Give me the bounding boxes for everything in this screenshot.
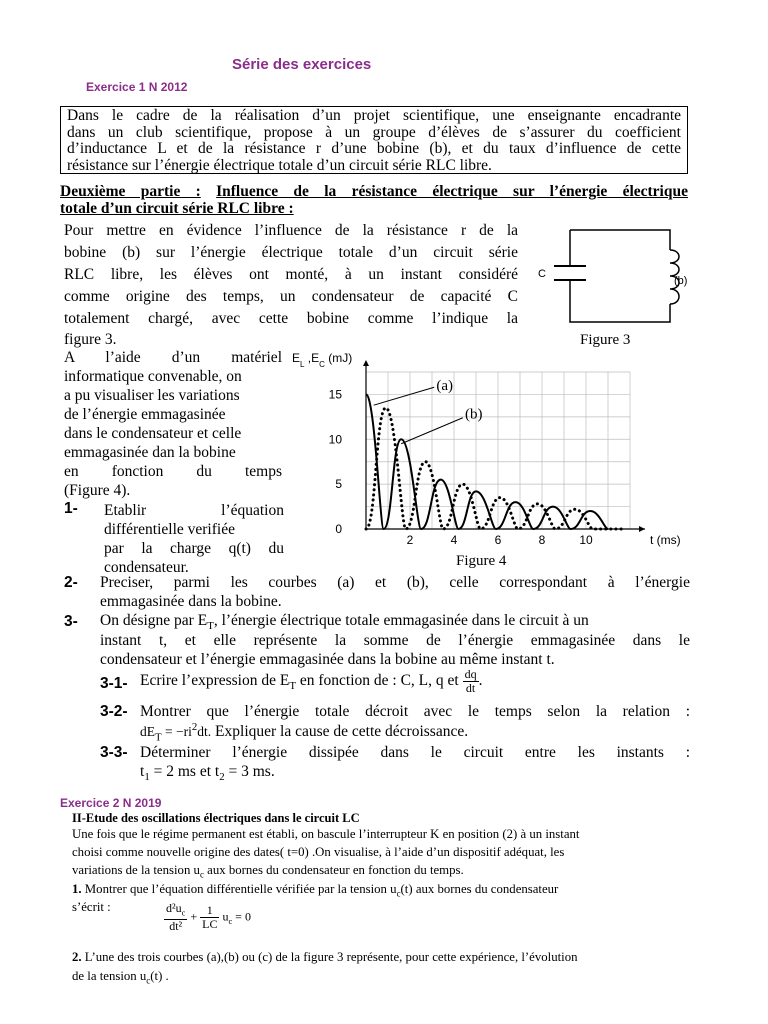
y-axis-label-part: C	[319, 359, 325, 369]
question-3-1-line	[140, 668, 482, 695]
question-3-3-line-2	[140, 763, 275, 783]
question-3-1-rest: en fonction de : C, L, q et	[295, 672, 463, 690]
paragraph-1-line: figure 3.	[64, 331, 117, 348]
paragraph-2-line: informatique convenable, on	[64, 368, 242, 385]
eq-fraction-1	[164, 902, 187, 933]
exercise-1-label: Exercice 1 N 2012	[86, 80, 188, 94]
y-axis-label-part: L	[300, 359, 305, 369]
y-tick-label: 5	[335, 477, 342, 492]
question-1-line: différentielle verifiée	[104, 521, 235, 538]
t2-label: t	[214, 763, 220, 780]
paragraph-1-line: Pour mettre en évidence l’influence de la résistance r de la	[64, 222, 518, 239]
question-3-2-line-2	[140, 721, 468, 743]
eq-u-sub: c	[228, 916, 233, 926]
paragraph-2-line: en fonction du temps	[64, 463, 282, 480]
eq-num-sub: c	[181, 908, 186, 918]
question-3-line: condensateur et l’énergie emmagasinée dans la bobine au même instant t.	[100, 651, 555, 668]
y-axis-label-part: (mJ)	[324, 351, 353, 365]
fraction-denominator: dt	[465, 681, 476, 695]
line3-rest: aux bornes du condensateur en fonction du temps.	[203, 863, 464, 877]
question-3-3-number: 3-3-	[100, 744, 128, 761]
exercise-2-q2-text: L’une des trois courbes (a),(b) ou (c) de la figure 3 représente, pour cette expérience, l’évolution	[81, 950, 578, 964]
eq-den: dt²	[169, 919, 183, 934]
circuit-wire-bottom	[570, 280, 670, 322]
y-tick-label: 0	[335, 522, 342, 536]
paragraph-2-line: A l’aide d’un matériel	[64, 349, 282, 366]
x-tick-label: 10	[579, 533, 593, 547]
eq-end: = 0	[235, 909, 251, 924]
eq-fraction-2	[200, 904, 219, 931]
y-tick-label: 15	[328, 387, 342, 402]
fraction-numerator: dq	[464, 667, 477, 681]
exercise-2-q1-rest: (t) aux bornes du condensateur	[400, 882, 559, 896]
question-3-number: 3-	[64, 613, 78, 630]
question-3-2-line: Montrer que l’énergie totale décroit avec le temps selon la relation :	[140, 703, 690, 720]
intro-line: d’inductance L et de la résistance r d’une bobine (b), et du taux d’influence de cette	[67, 140, 681, 157]
question-3-1-number: 3-1-	[100, 675, 128, 692]
question-3-1-sub: T	[289, 680, 296, 693]
y-tick-label: 10	[328, 432, 342, 447]
paragraph-2-line: dans le condensateur et celle	[64, 425, 242, 442]
equation-sub: T	[155, 731, 162, 744]
paragraph-1-line: totalement chargé, avec cette bobine comme l’indique la	[64, 310, 518, 327]
capacitor-label: C	[538, 268, 546, 280]
question-3-text: On désigne par E	[100, 612, 208, 629]
paragraph-1-line: RLC libre, les élèves ont monté, à un instant considéré	[64, 266, 518, 283]
q2b-sub: c	[146, 975, 151, 986]
paragraph-2-line: (Figure 4).	[64, 482, 131, 499]
x-tick-label: 6	[494, 533, 502, 547]
intro-line: résistance sur l’énergie électrique totale d’un circuit série RLC libre.	[67, 156, 492, 174]
circuit-wire-top	[570, 230, 670, 250]
exercise-2-label: Exercice 2 N 2019	[60, 796, 162, 810]
part2-heading-label: Deuxième partie :	[60, 183, 201, 200]
exercise-2-line: choisi comme nouvelle origine des dates( t=0) .On visualise, à l’aide d’un dispositif adéquat, les	[72, 845, 565, 859]
exercise-2-line-3	[72, 863, 464, 880]
question-3-1-text: Ecrire l’expression de E	[140, 672, 290, 690]
equation-sup: 2	[191, 721, 198, 733]
y-axis-label-part: E	[292, 351, 301, 365]
question-3-2-number: 3-2-	[100, 703, 128, 720]
paragraph-2-line: a pu visualiser les variations	[64, 387, 240, 404]
t1-value: = 2 ms et	[149, 763, 215, 780]
exercise-2-section-title: II-Etude des oscillations électriques dans le circuit LC	[72, 811, 360, 825]
paragraph-1-line: bobine (b) sur l’énergie électrique totale d’un circuit série	[64, 244, 518, 261]
question-2-line: emmagasinée dans la bobine.	[100, 593, 282, 610]
paragraph-2-line: emmagasinée dan la bobine	[64, 444, 236, 461]
x-tick-label: 2	[406, 533, 414, 547]
dq-dt-fraction	[463, 668, 479, 695]
question-1-line: condensateur.	[104, 559, 189, 576]
eq-num: d²u	[166, 901, 182, 915]
q2b-text: de la tension u	[72, 969, 147, 983]
exercise-2-question-2	[72, 950, 578, 965]
question-3-line: instant t, et elle représente la somme de l’énergie emmagasinée dans le	[100, 632, 690, 649]
exercise-2-writes: s’écrit :	[72, 900, 111, 914]
exercise-2-line: Une fois que le régime permanent est établi, on bascule l’interrupteur K en position (2) à un instant	[72, 827, 580, 841]
figure-4-caption: Figure 4	[456, 553, 507, 569]
eq-plus: +	[190, 909, 198, 924]
y-axis-label-part: ,E	[304, 351, 320, 365]
part2-heading-line2: totale d’un circuit série RLC libre :	[60, 200, 294, 217]
question-1-line: par la charge q(t) du	[104, 540, 284, 557]
figure-4-chart	[290, 346, 690, 572]
curve-a-label: (a)	[436, 377, 454, 394]
question-1-number: 1-	[64, 500, 78, 517]
eq-u: u	[222, 909, 229, 924]
equation-rest: = −ri	[161, 724, 192, 740]
question-3-2-rest: Expliquer la cause de cette décroissance.	[211, 723, 469, 741]
t1-sub: 1	[144, 771, 150, 784]
question-3-3-line: Déterminer l’énergie dissipée dans le circuit entre les instants :	[140, 744, 690, 761]
curve-b-label: (b)	[465, 406, 483, 423]
page-title: Série des exercices	[232, 56, 372, 73]
coil-label: (b)	[674, 275, 688, 287]
question-3-sub: T	[207, 620, 214, 633]
x-axis-arrow	[639, 526, 645, 532]
figure-3-circuit	[532, 222, 732, 352]
series-b-curve	[366, 408, 626, 529]
intro-line: Dans le cadre de la réalisation d’un projet scientifique, une enseignante encadrante	[67, 107, 681, 124]
question-2-line: Preciser, parmi les courbes (a) et (b), celle correspondant à l’énergie	[100, 574, 690, 591]
part2-heading-rest: Influence de la résistance électrique sur l’énergie électrique	[216, 183, 688, 200]
y-axis-label	[292, 351, 352, 369]
exercise-2-question-2-line-2	[72, 969, 169, 986]
intro-box	[60, 106, 688, 174]
equation-dE: dE	[140, 724, 155, 740]
exercise-2-q2-number: 2.	[72, 950, 82, 964]
question-3-text-rest: , l’énergie électrique totale emmagasinée dans le circuit à un	[213, 612, 589, 629]
exercise-2-q1-number: 1.	[72, 882, 82, 896]
question-1-line: Etablir l’équation	[104, 502, 284, 519]
x-axis-label: t (ms)	[650, 533, 681, 547]
t2-sub: 2	[219, 771, 225, 784]
question-3-line-1	[100, 612, 690, 632]
line3-sub: c	[199, 869, 204, 880]
part2-heading	[60, 183, 688, 217]
paragraph-1-line: comme origine des temps, un condensateur de capacité C	[64, 288, 518, 305]
curve-a-arrow	[374, 387, 435, 405]
y-axis-arrow	[363, 360, 369, 366]
exercise-2-q1-sub: c	[396, 888, 401, 899]
line3-text: variations de la tension u	[72, 863, 200, 877]
eq-den-2: LC	[202, 917, 218, 932]
question-2-number: 2-	[64, 574, 78, 591]
intro-line: dans un club scientifique, propose à un groupe d’élèves de s’assurer du coefficient	[67, 123, 681, 141]
x-tick-label: 8	[538, 533, 546, 547]
paragraph-2-line: de l’énergie emmagasinée	[64, 406, 226, 423]
figure-3-caption: Figure 3	[580, 332, 631, 348]
t2-value: = 3 ms.	[224, 763, 275, 780]
t1-label: t	[140, 763, 145, 780]
differential-equation	[164, 902, 251, 933]
q2b-rest: (t) .	[150, 969, 169, 983]
exercise-2-q1-text: Montrer que l’équation différentielle vérifiée par la tension u	[81, 882, 397, 896]
x-tick-label: 4	[450, 533, 458, 547]
eq-num-2: 1	[200, 904, 219, 918]
equation-end: dt.	[197, 724, 212, 740]
exercise-2-question-1	[72, 882, 558, 899]
question-3-1-end: .	[478, 672, 483, 690]
